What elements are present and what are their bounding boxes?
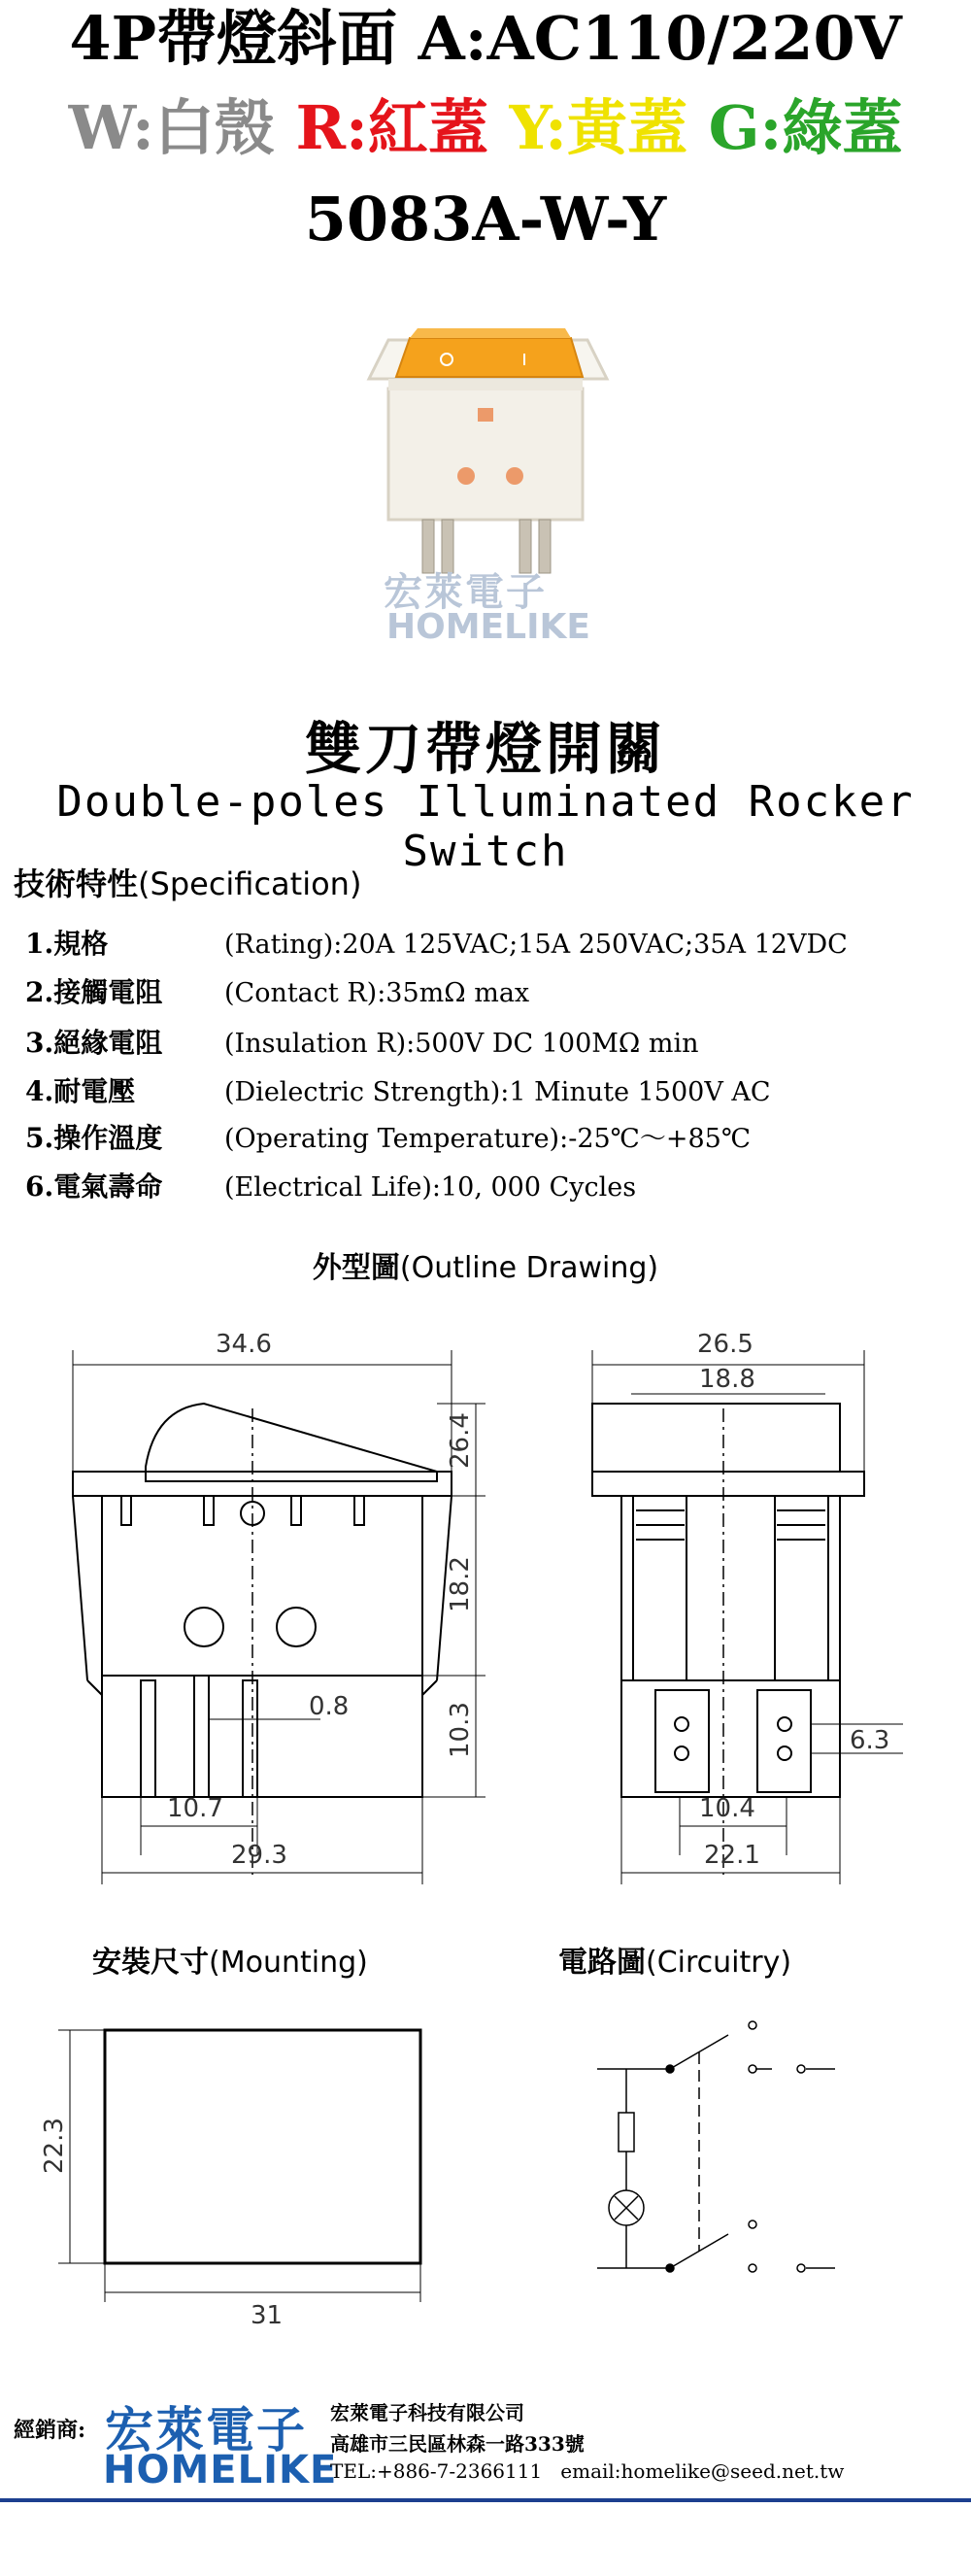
dim-side-width-top: 26.5 xyxy=(697,1330,753,1359)
circuitry-heading xyxy=(558,1938,791,1981)
spec-row xyxy=(25,1117,751,1156)
spec-label: 1.規格 xyxy=(25,928,109,960)
product-title-zh: 雙刀帶燈開關 xyxy=(304,716,666,782)
distributor-label: 經銷商: xyxy=(14,2418,86,2443)
contact-line xyxy=(330,2459,844,2483)
spec-row xyxy=(25,923,848,962)
white-shell-option: W:白殼 xyxy=(68,92,275,163)
brand-logo-en: HOMELIKE xyxy=(103,2448,338,2492)
spec-value: (Electrical Life):10, 000 Cycles xyxy=(224,1172,637,1203)
mounting-drawing xyxy=(19,2011,427,2331)
mounting-heading xyxy=(92,1938,368,1981)
dim-front-height-top: 26.4 xyxy=(446,1412,475,1469)
dim-front-pin-height: 10.3 xyxy=(446,1702,475,1758)
mounting-heading-zh: 安裝尺寸 xyxy=(92,1946,209,1980)
outline-heading xyxy=(0,1243,971,1286)
outline-drawing xyxy=(0,1292,971,1894)
circuitry-heading-zh: 電路圖 xyxy=(558,1946,646,1980)
spec-row xyxy=(25,971,529,1010)
spec-label: 4.耐電壓 xyxy=(25,1075,136,1107)
dim-front-width-bottom: 29.3 xyxy=(231,1841,287,1870)
red-cap-option: R:紅蓋 xyxy=(295,92,488,163)
spec-value: (Insulation R):500V DC 100MΩ min xyxy=(224,1029,699,1059)
spec-label: 3.絕緣電阻 xyxy=(25,1027,163,1059)
spec-value: (Dielectric Strength):1 Minute 1500V AC xyxy=(224,1077,771,1107)
green-cap-option: G:綠蓋 xyxy=(708,92,903,163)
spec-heading-en: (Specification) xyxy=(138,865,362,902)
email-address: email:homelike@seed.net.tw xyxy=(560,2459,845,2483)
footer-rule xyxy=(0,2498,971,2502)
mounting-height: 22.3 xyxy=(40,2118,69,2174)
mounting-width: 31 xyxy=(251,2301,284,2330)
spec-heading-zh: 技術特性 xyxy=(14,865,139,902)
dim-side-width-bottom: 22.1 xyxy=(704,1841,760,1870)
brand-logo-cn: 宏萊電子 xyxy=(105,2402,307,2458)
dim-side-pin-height: 6.3 xyxy=(850,1726,890,1755)
spec-heading xyxy=(14,860,361,904)
watermark-cn: 宏萊電子 xyxy=(384,570,547,615)
dim-front-width-top: 34.6 xyxy=(216,1330,272,1359)
dim-side-width-inner: 18.8 xyxy=(699,1365,755,1394)
spec-row xyxy=(25,1166,636,1204)
spec-value: (Rating):20A 125VAC;15A 250VAC;35A 12VDC xyxy=(224,930,848,960)
spec-row xyxy=(25,1070,771,1109)
dim-side-pin-spacing: 10.4 xyxy=(699,1794,755,1823)
header-spec-line: 4P帶燈斜面 A:AC110/220V xyxy=(69,3,902,74)
circuit-diagram xyxy=(583,2020,932,2312)
spec-row xyxy=(25,1022,699,1061)
company-name: 宏萊電子科技有限公司 xyxy=(330,2401,524,2424)
color-options-line xyxy=(0,93,971,163)
spec-value: (Operating Temperature):-25℃～+85℃ xyxy=(224,1124,752,1154)
phone-number: TEL:+886-7-2366111 xyxy=(330,2459,543,2483)
mounting-heading-en: (Mounting) xyxy=(209,1946,368,1980)
outline-heading-zh: 外型圖 xyxy=(312,1251,400,1285)
product-title-en: Double-poles Illuminated Rocker Switch xyxy=(56,777,915,876)
dim-front-pin: 0.8 xyxy=(309,1692,350,1721)
model-number: 5083A-W-Y xyxy=(304,184,667,254)
dim-front-pin-spacing: 10.7 xyxy=(167,1794,223,1823)
watermark-en: HOMELIKE xyxy=(386,607,590,647)
spec-value: (Contact R):35mΩ max xyxy=(224,978,530,1008)
spec-label: 5.操作溫度 xyxy=(25,1122,163,1154)
spec-label: 2.接觸電阻 xyxy=(25,976,163,1008)
outline-heading-en: (Outline Drawing) xyxy=(399,1251,659,1285)
yellow-cap-option: Y:黃蓋 xyxy=(509,92,687,163)
dim-front-height-mid: 18.2 xyxy=(446,1556,475,1612)
company-address: 高雄市三民區林森一路333號 xyxy=(330,2432,585,2456)
product-image xyxy=(350,321,621,602)
spec-label: 6.電氣壽命 xyxy=(25,1170,163,1203)
circuitry-heading-en: (Circuitry) xyxy=(646,1946,792,1980)
